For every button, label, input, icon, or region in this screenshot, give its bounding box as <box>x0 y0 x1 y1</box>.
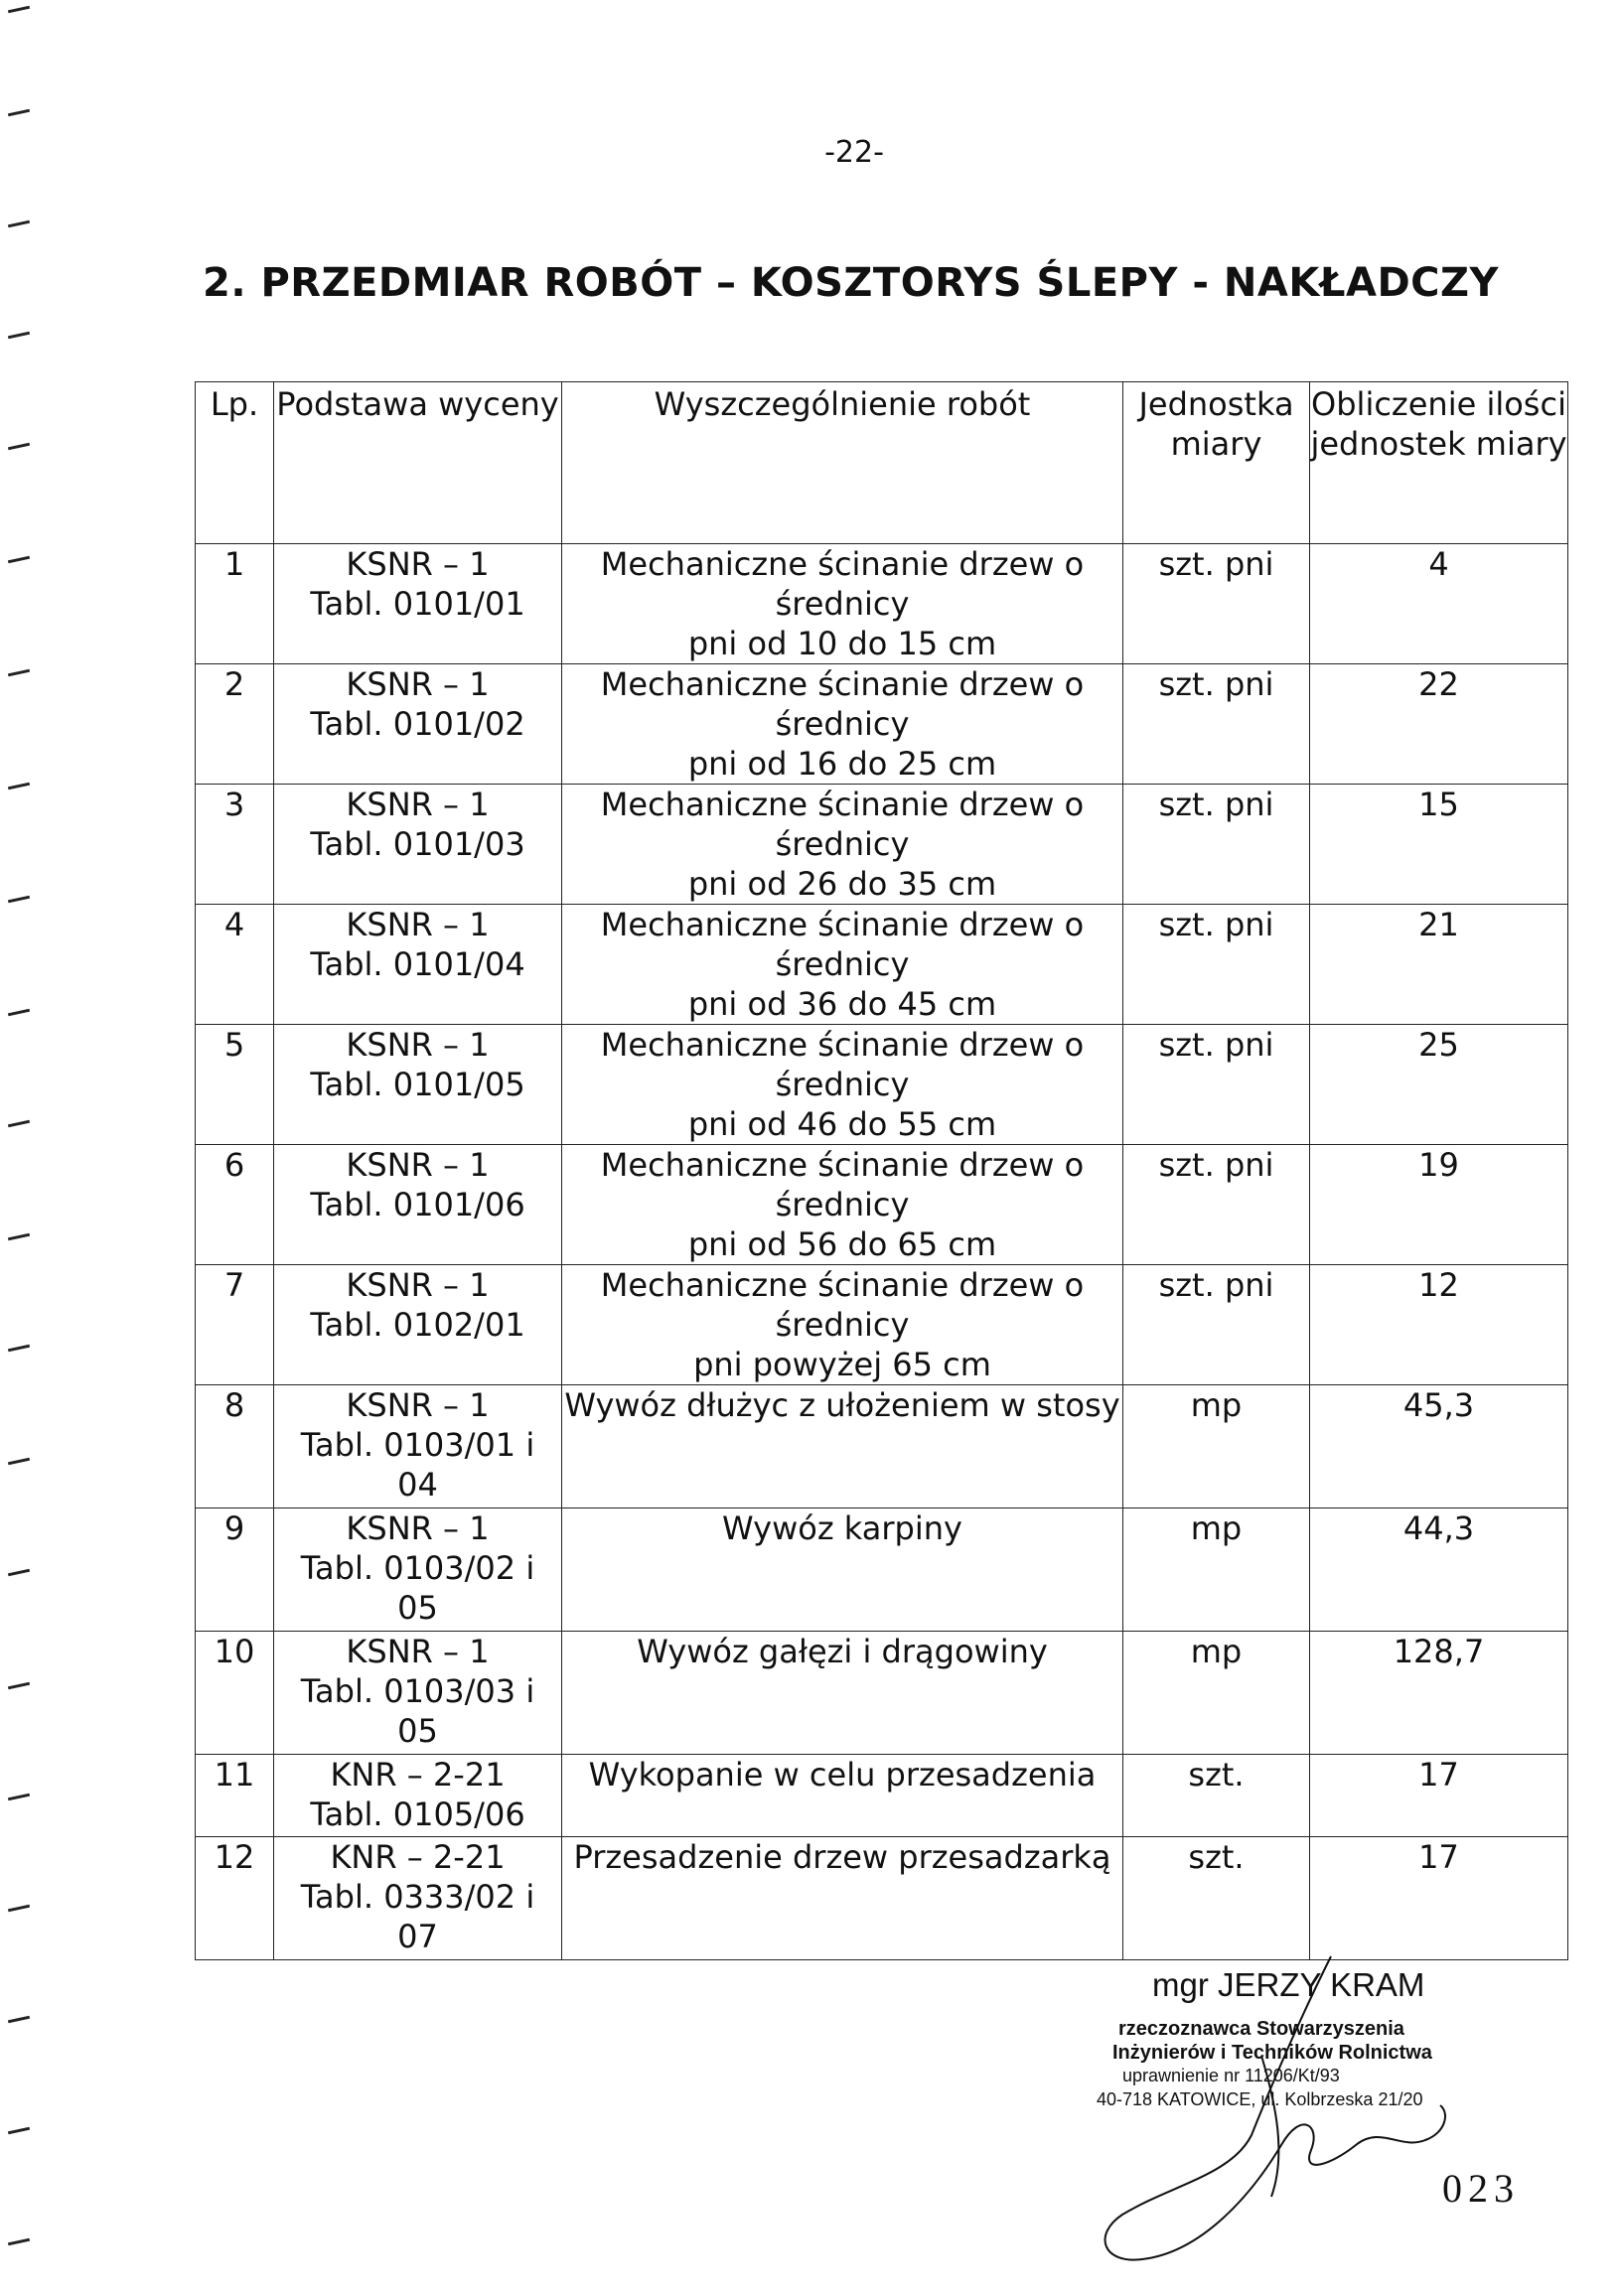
basis-line: Tabl. 0101/02 <box>310 705 525 743</box>
table-row <box>196 905 1568 1025</box>
margin-mark <box>8 783 30 790</box>
basis-line: 07 <box>397 1918 438 1955</box>
cell-unit: szt. pni <box>1123 664 1310 785</box>
description-line: pni powyżej 65 cm <box>693 1346 991 1383</box>
basis-line: Tabl. 0101/03 <box>310 825 525 863</box>
cell-unit: mp <box>1123 1385 1310 1508</box>
description-line: pni od 46 do 55 cm <box>687 1105 997 1143</box>
table-header-row <box>196 382 1568 544</box>
basis-line: Tabl. 0103/01 i <box>300 1426 535 1464</box>
table-row <box>196 664 1568 785</box>
basis-line: KSNR – 1 <box>346 786 490 823</box>
margin-mark <box>8 1905 30 1913</box>
cell-basis <box>274 1837 562 1960</box>
margin-mark <box>8 1569 30 1577</box>
margin-mark <box>8 1345 30 1353</box>
cell-unit: szt. pni <box>1123 1265 1310 1385</box>
cell-description <box>562 905 1123 1025</box>
margin-mark <box>8 669 30 677</box>
cell-quantity: 21 <box>1310 905 1568 1025</box>
cell-unit: mp <box>1123 1632 1310 1755</box>
document-title: 2. PRZEDMIAR ROBÓT – KOSZTORYS ŚLEPY - NAKŁADCZY <box>203 260 1499 306</box>
header-quantity: Obliczenie ilości jednostek miary <box>1310 382 1568 544</box>
cell-quantity: 15 <box>1310 785 1568 905</box>
cell-basis <box>274 1145 562 1265</box>
sheet-code: 023 <box>1442 2166 1520 2211</box>
table-row <box>196 544 1568 664</box>
margin-mark <box>8 1682 30 1690</box>
table-row <box>196 1025 1568 1145</box>
description-line: pni od 56 do 65 cm <box>687 1225 997 1263</box>
cell-lp: 2 <box>196 664 274 785</box>
cell-quantity: 4 <box>1310 544 1568 664</box>
basis-line: 05 <box>397 1712 438 1750</box>
margin-mark <box>8 896 30 904</box>
description-line: pni od 26 do 35 cm <box>687 865 997 903</box>
cell-unit: szt. pni <box>1123 1145 1310 1265</box>
basis-line: KNR – 2-21 <box>330 1756 506 1794</box>
basis-line: KSNR – 1 <box>346 1146 490 1184</box>
margin-mark <box>8 1009 30 1017</box>
table-row <box>196 1755 1568 1837</box>
cell-basis <box>274 1508 562 1632</box>
basis-line: Tabl. 0102/01 <box>310 1306 525 1344</box>
basis-line: KSNR – 1 <box>346 1386 490 1424</box>
cell-basis <box>274 1265 562 1385</box>
basis-line: Tabl. 0105/06 <box>310 1795 525 1833</box>
description-line: Wywóz gałęzi i drągowiny <box>637 1633 1048 1670</box>
cell-description <box>562 1508 1123 1632</box>
stamp-line: 40-718 KATOWICE, ul. Kolbrzeska 21/20 <box>1097 2089 1423 2109</box>
margin-mark <box>8 1458 30 1466</box>
cell-quantity: 25 <box>1310 1025 1568 1145</box>
description-line: pni od 36 do 45 cm <box>687 985 997 1023</box>
cell-quantity: 44,3 <box>1310 1508 1568 1632</box>
cell-lp: 3 <box>196 785 274 905</box>
cell-basis <box>274 1385 562 1508</box>
cell-description <box>562 1265 1123 1385</box>
cell-description <box>562 1632 1123 1755</box>
margin-mark <box>8 443 30 451</box>
stamp-line: rzeczoznawca Stowarzyszenia <box>1118 2018 1404 2040</box>
description-line: Wywóz dłużyc z ułożeniem w stosy <box>564 1386 1120 1424</box>
description-line: Przesadzenie drzew przesadzarką <box>573 1838 1111 1876</box>
cell-unit: szt. pni <box>1123 785 1310 905</box>
cell-quantity: 17 <box>1310 1837 1568 1960</box>
cell-basis <box>274 664 562 785</box>
cell-unit: szt. <box>1123 1755 1310 1837</box>
margin-mark <box>8 2016 30 2024</box>
header-description: Wyszczególnienie robót <box>562 382 1123 544</box>
stamp-line: uprawnienie nr 11206/Kt/93 <box>1122 2066 1340 2085</box>
cell-quantity: 19 <box>1310 1145 1568 1265</box>
basis-line: KSNR – 1 <box>346 1266 490 1304</box>
description-line: Mechaniczne ścinanie drzew o średnicy <box>600 1026 1085 1103</box>
description-line: pni od 10 do 15 cm <box>687 625 997 662</box>
header-basis: Podstawa wyceny <box>274 382 562 544</box>
margin-mark <box>8 109 30 117</box>
certification-stamp <box>1083 1937 1520 2274</box>
margin-mark <box>8 1794 30 1801</box>
cell-description <box>562 1025 1123 1145</box>
cell-lp: 12 <box>196 1837 274 1960</box>
cell-basis <box>274 1025 562 1145</box>
cell-lp: 11 <box>196 1755 274 1837</box>
basis-line: 05 <box>397 1589 438 1627</box>
table-row <box>196 1508 1568 1632</box>
cell-unit: szt. <box>1123 1837 1310 1960</box>
table-row <box>196 1145 1568 1265</box>
cell-description <box>562 1837 1123 1960</box>
margin-mark <box>8 2127 30 2135</box>
description-line: Mechaniczne ścinanie drzew o średnicy <box>600 786 1085 863</box>
cell-lp: 1 <box>196 544 274 664</box>
cell-description <box>562 785 1123 905</box>
cell-quantity: 45,3 <box>1310 1385 1568 1508</box>
header-unit: Jednostka miary <box>1123 382 1310 544</box>
basis-line: Tabl. 0101/04 <box>310 945 525 983</box>
cell-unit: mp <box>1123 1508 1310 1632</box>
margin-mark <box>8 1233 30 1241</box>
table-row <box>196 785 1568 905</box>
bill-of-quantities-table <box>195 381 1568 1960</box>
cell-basis <box>274 905 562 1025</box>
page-number: -22- <box>824 135 884 170</box>
cell-lp: 6 <box>196 1145 274 1265</box>
cell-unit: szt. pni <box>1123 544 1310 664</box>
cell-quantity: 22 <box>1310 664 1568 785</box>
cell-lp: 7 <box>196 1265 274 1385</box>
description-line: Mechaniczne ścinanie drzew o średnicy <box>600 1146 1085 1223</box>
description-line: pni od 16 do 25 cm <box>687 745 997 783</box>
cell-lp: 8 <box>196 1385 274 1508</box>
basis-line: 04 <box>397 1466 438 1504</box>
description-line: Mechaniczne ścinanie drzew o średnicy <box>600 545 1085 623</box>
basis-line: Tabl. 0101/05 <box>310 1066 525 1103</box>
stamp-name: mgr JERZY KRAM <box>1152 1966 1425 2003</box>
basis-line: KSNR – 1 <box>346 906 490 943</box>
basis-line: KSNR – 1 <box>346 1509 490 1547</box>
cell-basis <box>274 1755 562 1837</box>
cell-quantity: 128,7 <box>1310 1632 1568 1755</box>
margin-mark <box>8 1120 30 1128</box>
cell-description <box>562 1385 1123 1508</box>
binding-margin-marks <box>0 0 40 2296</box>
cell-lp: 5 <box>196 1025 274 1145</box>
cell-lp: 10 <box>196 1632 274 1755</box>
basis-line: Tabl. 0333/02 i <box>300 1878 535 1916</box>
description-line: Mechaniczne ścinanie drzew o średnicy <box>600 665 1085 743</box>
cell-unit: szt. pni <box>1123 905 1310 1025</box>
cell-quantity: 12 <box>1310 1265 1568 1385</box>
basis-line: Tabl. 0101/01 <box>310 585 525 623</box>
margin-mark <box>8 220 30 228</box>
basis-line: KNR – 2-21 <box>330 1838 506 1876</box>
description-line: Wywóz karpiny <box>722 1509 962 1547</box>
description-line: Mechaniczne ścinanie drzew o średnicy <box>600 1266 1085 1344</box>
basis-line: Tabl. 0103/03 i <box>300 1672 535 1710</box>
cell-basis <box>274 785 562 905</box>
cell-description <box>562 664 1123 785</box>
margin-mark <box>8 6 30 14</box>
cell-lp: 9 <box>196 1508 274 1632</box>
margin-mark <box>8 332 30 340</box>
table-row <box>196 1632 1568 1755</box>
cell-unit: szt. pni <box>1123 1025 1310 1145</box>
basis-line: KSNR – 1 <box>346 1633 490 1670</box>
description-line: Mechaniczne ścinanie drzew o średnicy <box>600 906 1085 983</box>
description-line: Wykopanie w celu przesadzenia <box>588 1756 1097 1794</box>
cell-lp: 4 <box>196 905 274 1025</box>
basis-line: KSNR – 1 <box>346 545 490 583</box>
header-lp: Lp. <box>196 382 274 544</box>
table-row <box>196 1265 1568 1385</box>
basis-line: Tabl. 0101/06 <box>310 1186 525 1223</box>
cell-basis <box>274 544 562 664</box>
basis-line: KSNR – 1 <box>346 1026 490 1064</box>
cell-basis <box>274 1632 562 1755</box>
margin-mark <box>8 556 30 564</box>
cell-description <box>562 1755 1123 1837</box>
basis-line: KSNR – 1 <box>346 665 490 703</box>
basis-line: Tabl. 0103/02 i <box>300 1549 535 1587</box>
stamp-line: Inżynierów i Techników Rolnictwa <box>1112 2042 1432 2064</box>
margin-mark <box>8 2238 30 2246</box>
cell-quantity: 17 <box>1310 1755 1568 1837</box>
cell-description <box>562 544 1123 664</box>
table-row <box>196 1385 1568 1508</box>
cell-description <box>562 1145 1123 1265</box>
